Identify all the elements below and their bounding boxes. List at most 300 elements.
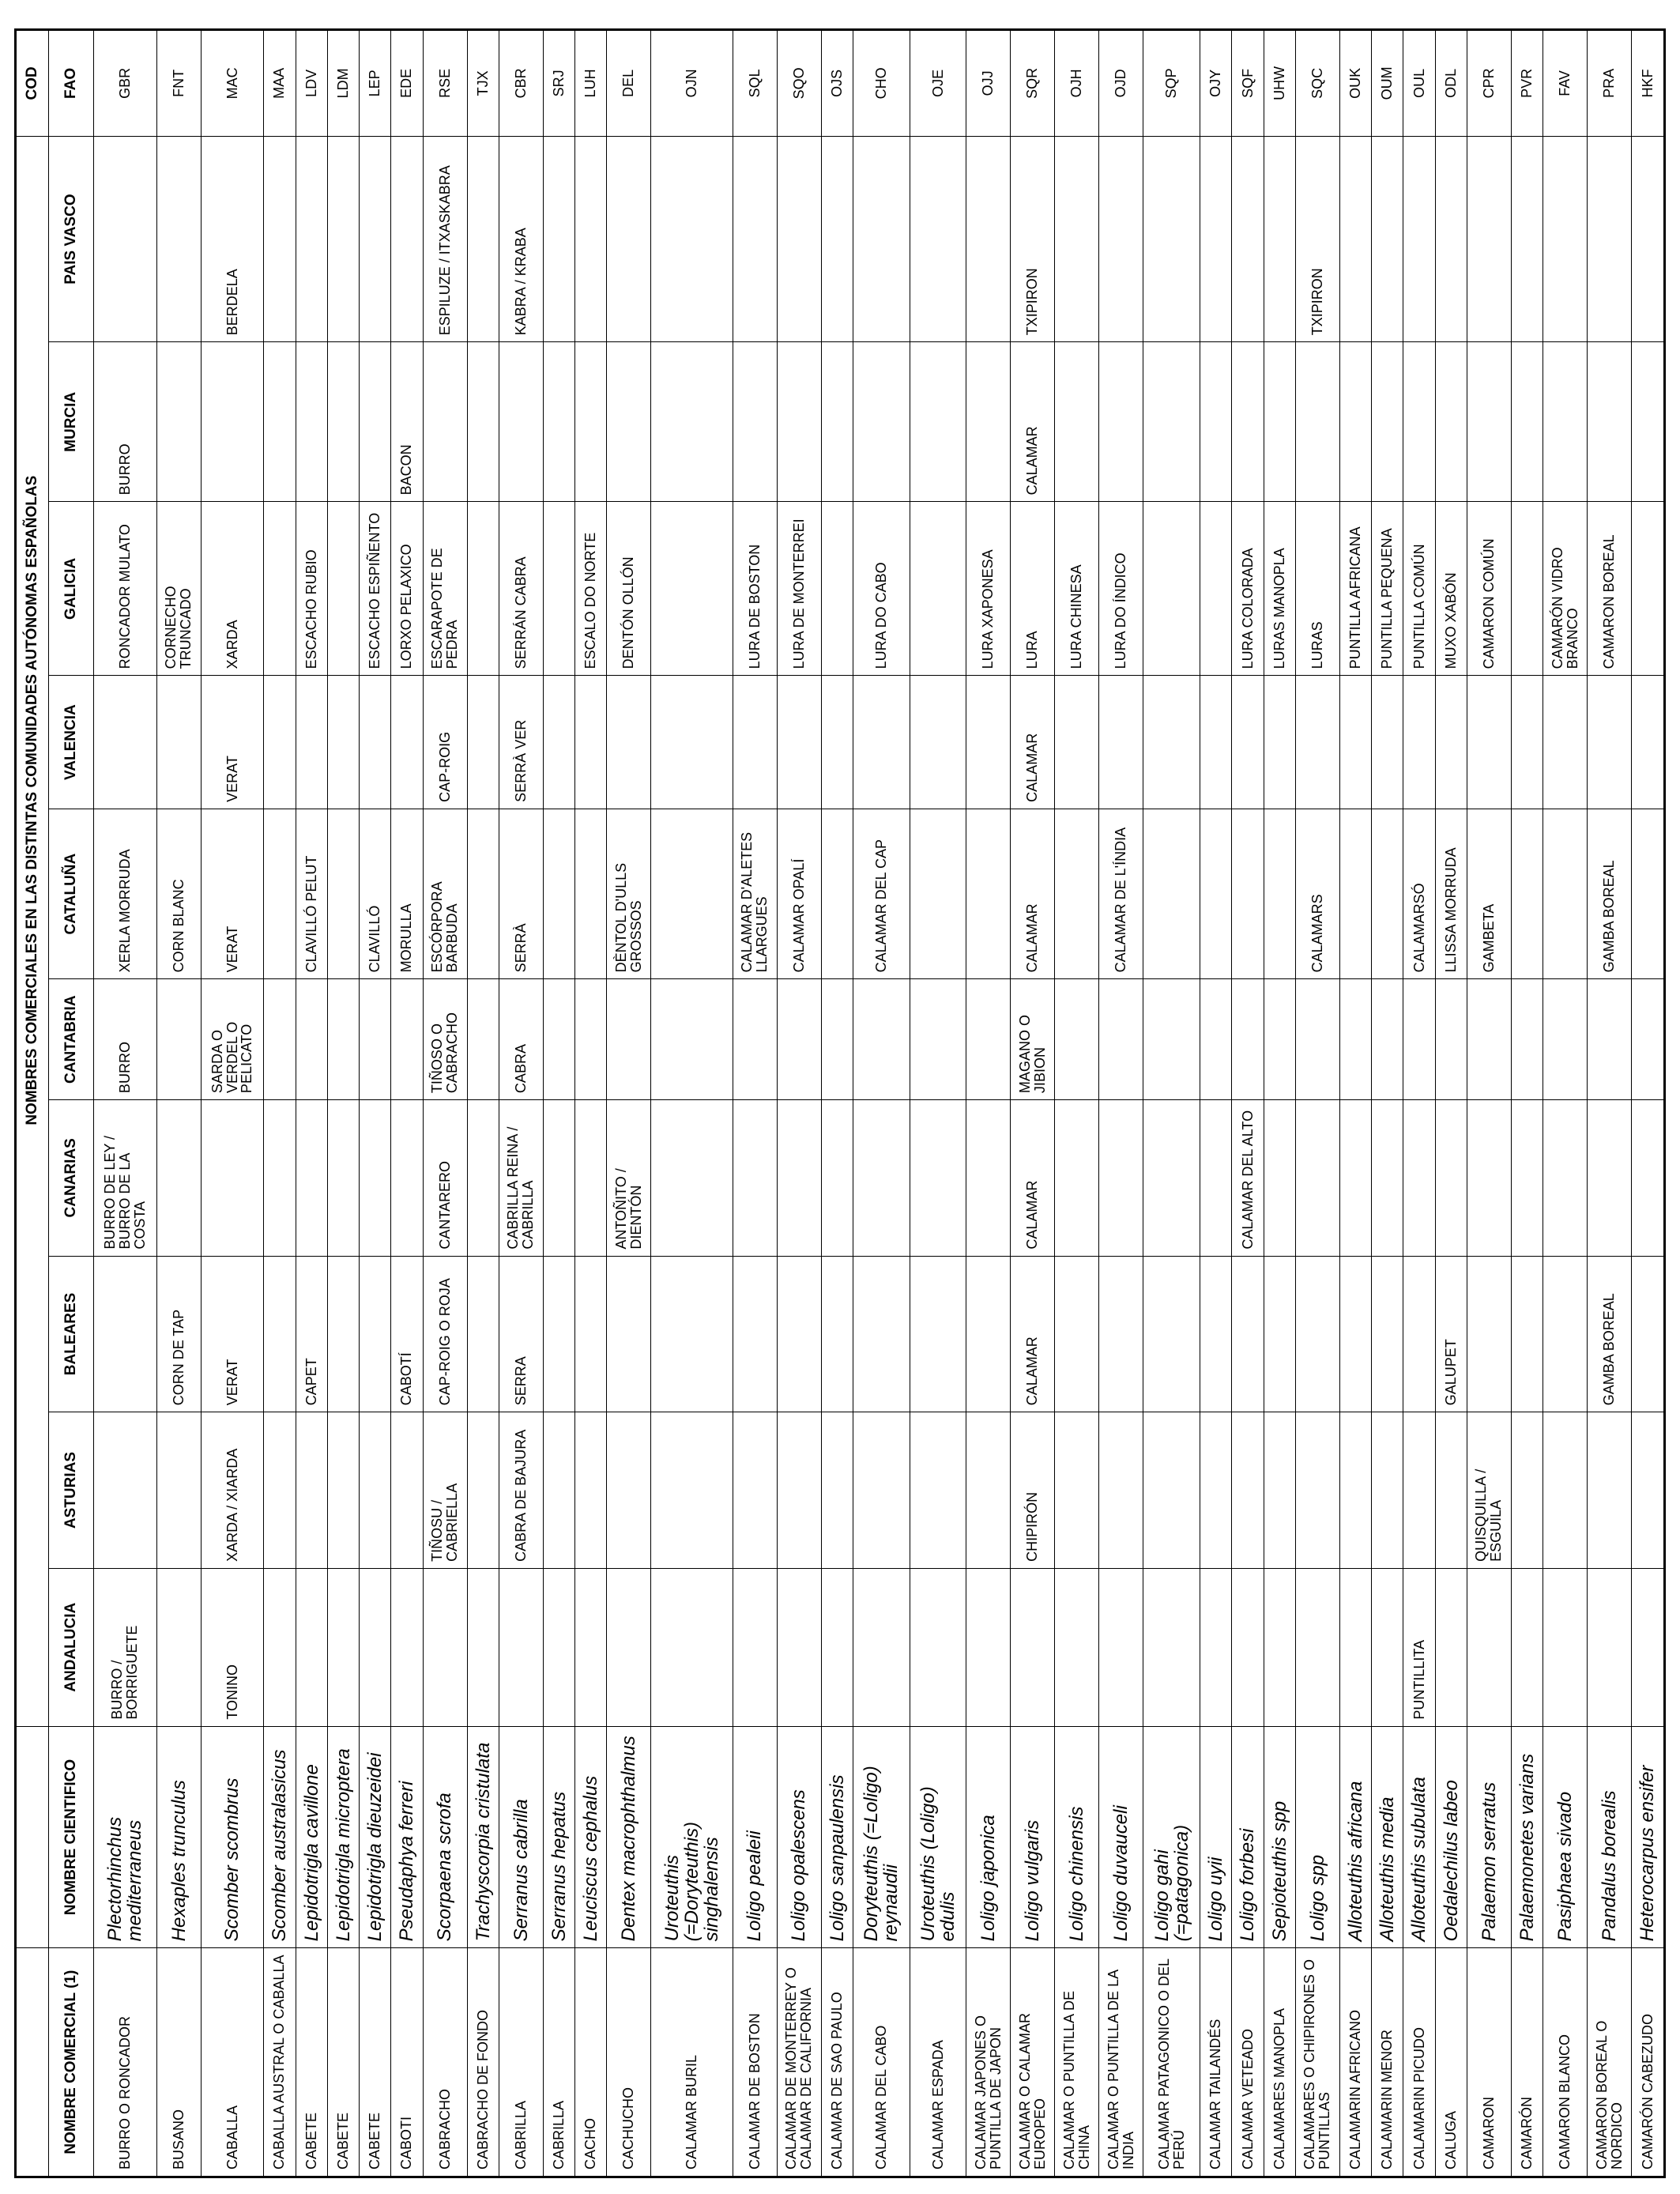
cell-fao: SQP [1143, 30, 1200, 137]
cell-galicia: LURA XAPONESA [966, 502, 1011, 676]
cell-murcia [966, 342, 1011, 502]
table-row [391, 30, 423, 2177]
cell-andalucia [966, 1568, 1011, 1726]
cell-asturias [1372, 1412, 1403, 1569]
cell-asturias [575, 1412, 607, 1569]
cell-comercial: CALAMAR O PUNTILLA DE CHINA [1055, 1948, 1099, 2177]
cell-canarias: ANTOÑITO / DIENTÓN [607, 1100, 651, 1257]
cell-baleares [94, 1256, 157, 1412]
cell-andalucia [1200, 1568, 1232, 1726]
cell-canarias [1543, 1100, 1588, 1257]
cell-fao: LDM [327, 30, 359, 137]
cell-fao: LDV [296, 30, 327, 137]
cell-andalucia [1011, 1568, 1055, 1726]
cell-cantabria [467, 979, 499, 1100]
cell-valencia [1200, 676, 1232, 809]
cell-andalucia: BURRO / BORRIGUETE [94, 1568, 157, 1726]
cell-canarias [1372, 1100, 1403, 1257]
cell-cantabria: SARDA O VERDEL O PELICATO [201, 979, 264, 1100]
cell-pais-vasco: TXIPIRON [1295, 136, 1339, 342]
species-names-table [14, 28, 1666, 2178]
table-row [1011, 30, 1055, 2177]
cell-asturias: QUISQUILLA / ESGUILA [1467, 1412, 1511, 1569]
cell-cataluna [1511, 809, 1543, 979]
cell-pais-vasco [853, 136, 910, 342]
cell-cataluna: CALAMAR OPALÍ [777, 809, 821, 979]
cell-galicia [327, 502, 359, 676]
cell-cataluna: CALAMARS [1295, 809, 1339, 979]
cell-asturias [910, 1412, 966, 1569]
cell-cantabria [607, 979, 651, 1100]
cell-cataluna [575, 809, 607, 979]
cell-pais-vasco [733, 136, 777, 342]
cell-comercial: CALAMAR TAILANDÉS [1200, 1948, 1232, 2177]
cell-galicia: LURA CHINESA [1055, 502, 1099, 676]
cell-cataluna: SERRÀ [499, 809, 543, 979]
table-row [1339, 30, 1371, 2177]
cell-canarias [1435, 1100, 1467, 1257]
cell-murcia [1143, 342, 1200, 502]
cell-cientifico: Doryteuthis (=Loligo) reynaudii [853, 1726, 910, 1948]
table-row [296, 30, 327, 2177]
cell-asturias [966, 1412, 1011, 1569]
cell-asturias: XARDA / XIARDA [201, 1412, 264, 1569]
cell-canarias [327, 1100, 359, 1257]
cell-asturias [1295, 1412, 1339, 1569]
cell-murcia: BURRO [94, 342, 157, 502]
cell-asturias [1099, 1412, 1143, 1569]
cell-andalucia: TONINO [201, 1568, 264, 1726]
cell-baleares [1372, 1256, 1403, 1412]
cell-baleares [1099, 1256, 1143, 1412]
cell-valencia [264, 676, 296, 809]
cell-asturias [296, 1412, 327, 1569]
table-row [1264, 30, 1295, 2177]
table-row [777, 30, 821, 2177]
cell-baleares [910, 1256, 966, 1412]
cell-cataluna [1543, 809, 1588, 979]
cell-comercial: CAMARON [1467, 1948, 1511, 2177]
cell-galicia [1143, 502, 1200, 676]
cell-cataluna: CLAVILLÓ PELUT [296, 809, 327, 979]
cell-comercial: CABRILLA [543, 1948, 574, 2177]
cell-canarias [467, 1100, 499, 1257]
header-valencia: VALENCIA [49, 676, 94, 809]
header-fao: FAO [49, 30, 94, 137]
cell-galicia: MUXO XABÓN [1435, 502, 1467, 676]
cell-cantabria [1372, 979, 1403, 1100]
cell-pais-vasco [360, 136, 391, 342]
cell-comercial: CALAMARES O CHIPIRONES O PUNTILLAS [1295, 1948, 1339, 2177]
cell-cantabria [777, 979, 821, 1100]
cell-pais-vasco [1099, 136, 1143, 342]
banner-blank-cell [16, 1948, 49, 2177]
cell-cataluna [1055, 809, 1099, 979]
cell-canarias: CALAMAR [1011, 1100, 1055, 1257]
cell-galicia: CAMARON BOREAL [1588, 502, 1632, 676]
cell-baleares [607, 1256, 651, 1412]
cell-cataluna [1200, 809, 1232, 979]
cell-galicia: PUNTILLA PEQUENA [1372, 502, 1403, 676]
cell-canarias [910, 1100, 966, 1257]
cell-murcia [1264, 342, 1295, 502]
cell-comercial: CABRILLA [499, 1948, 543, 2177]
cell-cantabria [391, 979, 423, 1100]
table-row [733, 30, 777, 2177]
cell-pais-vasco [910, 136, 966, 342]
cell-comercial: CALAMAR DE MONTERREY O CALAMAR DE CALIFORNIA [777, 1948, 821, 2177]
cell-cientifico: Loligo sanpaulensis [821, 1726, 853, 1948]
table-row [821, 30, 853, 2177]
cell-galicia [467, 502, 499, 676]
cell-baleares [1403, 1256, 1435, 1412]
cell-asturias [607, 1412, 651, 1569]
cell-canarias: CANTARERO [423, 1100, 467, 1257]
cell-murcia [467, 342, 499, 502]
cell-cientifico: Uroteuthis (Loligo) edulis [910, 1726, 966, 1948]
cell-murcia [327, 342, 359, 502]
cell-pais-vasco [156, 136, 201, 342]
cell-comercial: CALAMAR JAPONES O PUNTILLA DE JAPON [966, 1948, 1011, 2177]
cell-cataluna [910, 809, 966, 979]
cell-comercial: CALAMAR PATAGONICO O DEL PERÚ [1143, 1948, 1200, 2177]
cell-cantabria [651, 979, 733, 1100]
cell-cataluna: GAMBA BOREAL [1588, 809, 1632, 979]
header-cataluna: CATALUÑA [49, 809, 94, 979]
table-row [94, 30, 157, 2177]
cell-valencia [1435, 676, 1467, 809]
cell-baleares [1143, 1256, 1200, 1412]
cell-cantabria [1264, 979, 1295, 1100]
cell-andalucia [821, 1568, 853, 1726]
cell-andalucia [1143, 1568, 1200, 1726]
cell-cientifico: Palaemonetes varians [1511, 1726, 1543, 1948]
column-header-row [49, 30, 94, 2177]
cell-baleares: SERRA [499, 1256, 543, 1412]
cell-murcia [1339, 342, 1371, 502]
cell-andalucia [651, 1568, 733, 1726]
cell-murcia [201, 342, 264, 502]
cell-canarias [853, 1100, 910, 1257]
cell-galicia: ESCACHO ESPIÑENTO [360, 502, 391, 676]
cell-cantabria: BURRO [94, 979, 157, 1100]
cell-fao: MAA [264, 30, 296, 137]
cell-baleares [1511, 1256, 1543, 1412]
cell-galicia: LORXO PELAXICO [391, 502, 423, 676]
cell-galicia [1632, 502, 1665, 676]
cell-pais-vasco [1543, 136, 1588, 342]
cell-fao: LEP [360, 30, 391, 137]
cell-cientifico: Scomber scombrus [201, 1726, 264, 1948]
cell-baleares [651, 1256, 733, 1412]
cell-comercial: CABETE [296, 1948, 327, 2177]
cell-fao: SQL [733, 30, 777, 137]
cell-galicia: LURAS MANOPLA [1264, 502, 1295, 676]
table-row [264, 30, 296, 2177]
cell-cataluna: CALAMARSÓ [1403, 809, 1435, 979]
cell-valencia [910, 676, 966, 809]
cell-cataluna [543, 809, 574, 979]
cell-cientifico: Plectorhinchus mediterraneus [94, 1726, 157, 1948]
cell-cataluna: CALAMAR [1011, 809, 1055, 979]
cell-fao: OJS [821, 30, 853, 137]
cell-galicia: LURA COLORADA [1232, 502, 1264, 676]
cell-fao: MAC [201, 30, 264, 137]
cell-andalucia [1232, 1568, 1264, 1726]
cell-pais-vasco [966, 136, 1011, 342]
table-row [423, 30, 467, 2177]
cell-murcia [543, 342, 574, 502]
cell-andalucia [296, 1568, 327, 1726]
cell-cientifico: Alloteuthis africana [1339, 1726, 1371, 1948]
cell-valencia [575, 676, 607, 809]
cell-cataluna: DÈNTOL D'ULLS GROSSOS [607, 809, 651, 979]
cell-fao: SQC [1295, 30, 1339, 137]
cell-pais-vasco [1588, 136, 1632, 342]
cell-fao: OJE [910, 30, 966, 137]
cell-valencia: VERAT [201, 676, 264, 809]
cell-asturias [94, 1412, 157, 1569]
cell-baleares [1339, 1256, 1371, 1412]
cell-baleares: CAP-ROIG O ROJA [423, 1256, 467, 1412]
header-pais-vasco: PAIS VASCO [49, 136, 94, 342]
cell-canarias [575, 1100, 607, 1257]
cell-murcia [651, 342, 733, 502]
cell-canarias [651, 1100, 733, 1257]
cell-murcia [1055, 342, 1099, 502]
cell-cantabria: MAGANO O JIBION [1011, 979, 1055, 1100]
cell-murcia [1588, 342, 1632, 502]
cell-fao: OUK [1339, 30, 1371, 137]
cell-comercial: CAMARON BOREAL O NORDICO [1588, 1948, 1632, 2177]
cell-cataluna: XERLA MORRUDA [94, 809, 157, 979]
cell-canarias [156, 1100, 201, 1257]
cell-canarias [1339, 1100, 1371, 1257]
cell-cientifico: Scorpaena scrofa [423, 1726, 467, 1948]
cell-pais-vasco [1264, 136, 1295, 342]
cell-murcia [1295, 342, 1339, 502]
table-row [467, 30, 499, 2177]
cell-cataluna [467, 809, 499, 979]
cell-baleares [1055, 1256, 1099, 1412]
table-row [327, 30, 359, 2177]
cell-comercial: CABETE [327, 1948, 359, 2177]
cell-canarias [1200, 1100, 1232, 1257]
cell-baleares: CAPET [296, 1256, 327, 1412]
cell-valencia [94, 676, 157, 809]
cell-comercial: CABETE [360, 1948, 391, 2177]
cell-galicia [543, 502, 574, 676]
cell-andalucia [777, 1568, 821, 1726]
cell-fao: DEL [607, 30, 651, 137]
cell-cientifico: Alloteuthis subulata [1403, 1726, 1435, 1948]
cell-murcia [777, 342, 821, 502]
cell-comercial: CABOTI [391, 1948, 423, 2177]
cell-andalucia [733, 1568, 777, 1726]
cell-murcia [1543, 342, 1588, 502]
header-andalucia: ANDALUCIA [49, 1568, 94, 1726]
cell-valencia [1511, 676, 1543, 809]
cell-cantabria [156, 979, 201, 1100]
cell-cientifico: Trachyscorpia cristulata [467, 1726, 499, 1948]
cell-asturias [1143, 1412, 1200, 1569]
cell-cataluna: CORN BLANC [156, 809, 201, 979]
cell-cientifico: Loligo chinensis [1055, 1726, 1099, 1948]
cell-comercial: CALAMAR VETEADO [1232, 1948, 1264, 2177]
cell-asturias [543, 1412, 574, 1569]
cell-andalucia [1372, 1568, 1403, 1726]
cell-cientifico: Palaemon serratus [1467, 1726, 1511, 1948]
cell-andalucia [1264, 1568, 1295, 1726]
cell-cataluna: CALAMAR DEL CAP [853, 809, 910, 979]
cell-cantabria [327, 979, 359, 1100]
cell-cientifico: Loligo japonica [966, 1726, 1011, 1948]
cell-andalucia [499, 1568, 543, 1726]
cell-galicia: XARDA [201, 502, 264, 676]
cell-galicia: RONCADOR MULATO [94, 502, 157, 676]
cell-canarias [1632, 1100, 1665, 1257]
cell-galicia [264, 502, 296, 676]
cell-baleares [1295, 1256, 1339, 1412]
cell-comercial: CABRACHO DE FONDO [467, 1948, 499, 2177]
cell-valencia [296, 676, 327, 809]
cell-murcia [296, 342, 327, 502]
cell-canarias [1055, 1100, 1099, 1257]
table-row [1588, 30, 1632, 2177]
cell-fao: OJY [1200, 30, 1232, 137]
cell-cataluna [1232, 809, 1264, 979]
table-row [1232, 30, 1264, 2177]
cell-valencia [1143, 676, 1200, 809]
cell-valencia [733, 676, 777, 809]
cell-cientifico: Serranus cabrilla [499, 1726, 543, 1948]
cell-andalucia [575, 1568, 607, 1726]
header-comercial: NOMBRE COMERCIAL (1) [49, 1948, 94, 2177]
cell-murcia [575, 342, 607, 502]
cell-cantabria [264, 979, 296, 1100]
cell-asturias [1543, 1412, 1588, 1569]
cell-comercial: CAMARÓN [1511, 1948, 1543, 2177]
cell-comercial: CABALLA [201, 1948, 264, 2177]
cell-baleares [543, 1256, 574, 1412]
cell-pais-vasco: KABRA / KRABA [499, 136, 543, 342]
cell-comercial: CALAMAR ESPADA [910, 1948, 966, 2177]
table-row [966, 30, 1011, 2177]
cell-fao: OUL [1403, 30, 1435, 137]
cell-comercial: CABALLA AUSTRAL O CABALLA [264, 1948, 296, 2177]
cell-baleares [777, 1256, 821, 1412]
cell-baleares: CABOTÍ [391, 1256, 423, 1412]
cell-cientifico: Loligo vulgaris [1011, 1726, 1055, 1948]
cell-valencia [156, 676, 201, 809]
cell-cataluna: GAMBETA [1467, 809, 1511, 979]
cell-murcia [607, 342, 651, 502]
cell-baleares [1543, 1256, 1588, 1412]
cell-pais-vasco [1511, 136, 1543, 342]
cell-fao: OJJ [966, 30, 1011, 137]
cell-pais-vasco [1403, 136, 1435, 342]
cell-asturias [1232, 1412, 1264, 1569]
cell-baleares [360, 1256, 391, 1412]
cell-andalucia: PUNTILLITA [1403, 1568, 1435, 1726]
cell-galicia: LURA DO CABO [853, 502, 910, 676]
cell-pais-vasco [1467, 136, 1511, 342]
cell-andalucia [1467, 1568, 1511, 1726]
cell-andalucia [1055, 1568, 1099, 1726]
cell-cientifico: Oedalechilus labeo [1435, 1726, 1467, 1948]
cell-baleares [264, 1256, 296, 1412]
cell-canarias: BURRO DE LEY / BURRO DE LA COSTA [94, 1100, 157, 1257]
cell-pais-vasco [264, 136, 296, 342]
table-row [543, 30, 574, 2177]
cell-galicia: ESCACHO RUBIO [296, 502, 327, 676]
cell-canarias [1403, 1100, 1435, 1257]
cell-asturias [1403, 1412, 1435, 1569]
cell-pais-vasco [1632, 136, 1665, 342]
cell-cataluna [1632, 809, 1665, 979]
cell-comercial: CALAMAR DE SAO PAULO [821, 1948, 853, 2177]
cell-canarias [391, 1100, 423, 1257]
cell-galicia [1511, 502, 1543, 676]
cell-pais-vasco [651, 136, 733, 342]
cell-cataluna: LLISSA MORRUDA [1435, 809, 1467, 979]
cell-comercial: CALAMAR DE BOSTON [733, 1948, 777, 2177]
cell-cientifico: Uroteuthis (=Doryteuthis) singhalensis [651, 1726, 733, 1948]
cell-asturias [1435, 1412, 1467, 1569]
cell-asturias [1632, 1412, 1665, 1569]
cell-canarias [1264, 1100, 1295, 1257]
header-cientifico: NOMBRE CIENTIFICO [49, 1726, 94, 1948]
cell-cataluna: VERAT [201, 809, 264, 979]
cell-pais-vasco [543, 136, 574, 342]
cell-baleares [327, 1256, 359, 1412]
cell-galicia: ESCARAPOTE DE PEDRA [423, 502, 467, 676]
cell-murcia [1632, 342, 1665, 502]
table-row [1403, 30, 1435, 2177]
cell-valencia [1588, 676, 1632, 809]
table-row [1632, 30, 1665, 2177]
table-row [607, 30, 651, 2177]
cell-pais-vasco [296, 136, 327, 342]
cell-asturias: CHIPIRÓN [1011, 1412, 1055, 1569]
cell-galicia: PUNTILLA COMÚN [1403, 502, 1435, 676]
cell-cientifico: Dentex macrophthalmus [607, 1726, 651, 1948]
cell-galicia: LURA DO ÍNDICO [1099, 502, 1143, 676]
cell-cataluna [651, 809, 733, 979]
cell-asturias [821, 1412, 853, 1569]
cell-cientifico: Loligo opalescens [777, 1726, 821, 1948]
cell-andalucia [543, 1568, 574, 1726]
cell-canarias [1099, 1100, 1143, 1257]
cell-fao: PVR [1511, 30, 1543, 137]
cell-andalucia [467, 1568, 499, 1726]
cell-murcia [1467, 342, 1511, 502]
cell-andalucia [853, 1568, 910, 1726]
cell-canarias [264, 1100, 296, 1257]
cell-comercial: CALUGA [1435, 1948, 1467, 2177]
cell-asturias [1588, 1412, 1632, 1569]
cell-cientifico: Pseudaphya ferreri [391, 1726, 423, 1948]
cell-fao: UHW [1264, 30, 1295, 137]
banner-row [16, 30, 49, 2177]
cell-valencia [1632, 676, 1665, 809]
cell-fao: OJH [1055, 30, 1099, 137]
cell-cientifico: Loligo forbesi [1232, 1726, 1264, 1948]
cell-cataluna [1372, 809, 1403, 979]
cell-asturias [360, 1412, 391, 1569]
cell-galicia: ESCALO DO NORTE [575, 502, 607, 676]
cell-pais-vasco: TXIPIRON [1011, 136, 1055, 342]
